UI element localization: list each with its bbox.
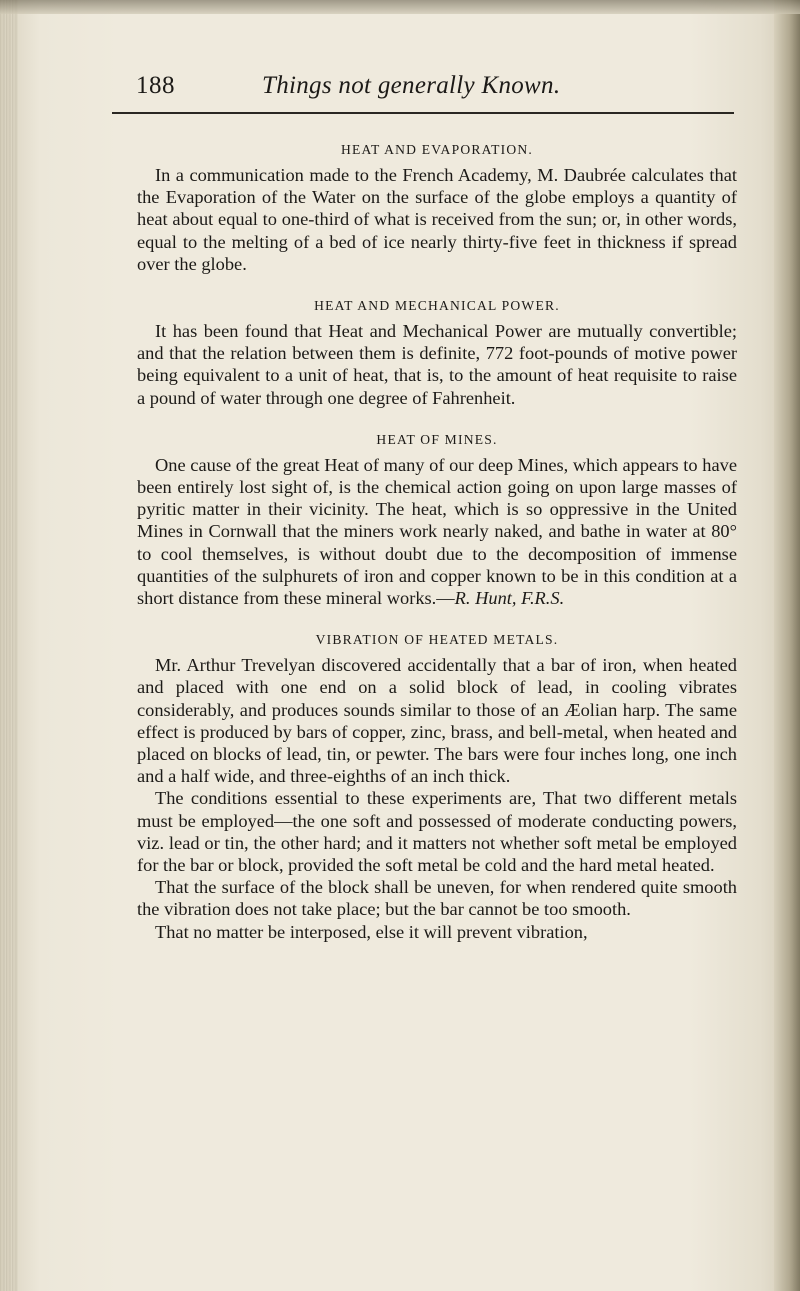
page-gutter-shadow (0, 0, 18, 1291)
section-heat-of-mines (137, 429, 737, 609)
section-heading: HEAT AND EVAPORATION. (341, 142, 533, 157)
section-heading: HEAT AND MECHANICAL POWER. (314, 298, 560, 314)
section-gap (137, 609, 737, 629)
running-title: Things not generally Known. (262, 72, 561, 99)
author-credit: R. Hunt, F.R.S. (454, 588, 565, 609)
section-vibration-of-heated-metals (137, 629, 737, 943)
paragraph: In a communication made to the French Academy, M. Daubrée calculates that the Evaporation of the Water on the surface of the globe employs a quantity of heat about equal to one-third of what is received from the sun; or, in other words, equal to the melting of a bed of ice nearly thirty-five feet in thickness if spread over the globe. (137, 165, 737, 274)
paragraph: Mr. Arthur Trevelyan discovered accidentally that a bar of iron, when heated and placed with one end on a solid block of lead, in cooling vibrates considerably, and produces sounds similar to those of an Æolian harp. The same effect is produced by bars of copper, zinc, brass, and bell-metal, when heated and placed on blocks of lead, tin, or pewter. The bars were four inches long, one inch and a half wide, and three-eighths of an inch thick. (137, 655, 737, 787)
paragraph: That the surface of the block shall be uneven, for when rendered quite smooth the vibration does not take place; but the bar cannot be too smooth. (137, 877, 737, 920)
section-gap (137, 275, 737, 295)
page-body (137, 139, 737, 943)
page-top-edge (0, 0, 800, 14)
section-heat-and-mechanical-power (137, 295, 737, 409)
paragraph: That no matter be interposed, else it will prevent vibration, (155, 921, 588, 942)
paragraph-text: One cause of the great Heat of many of our deep Mines, which appears to have been entirely lost sight of, is the chemical action going on upon large masses of pyritic matter in their vicinity. The heat, which is so oppressive in the United Mines in Cornwall that the miners work nearly naked, and bathe in water at 80° to cool themselves, is without doubt due to the decomposition of immense quantities of the sulphurets of iron and copper known to be in this condition at a short distance from these mineral works.— (137, 454, 737, 609)
page-number: 188 (136, 72, 175, 99)
page-header (112, 72, 742, 112)
section-heat-and-evaporation (137, 139, 737, 275)
paragraph: The conditions essential to these experiments are, That two different metals must be employed—the one soft and possessed of moderate conducting powers, viz. lead or tin, the other hard; and it matters not whether soft metal be employed for the bar or block, provided the soft metal be cold and the hard metal heated. (137, 788, 737, 876)
paragraph: It has been found that Heat and Mechanical Power are mutually convertible; and that the relation between them is definite, 772 foot-pounds of motive power being equivalent to a unit of heat, that is, to the amount of heat requisite to raise a pound of water through one degree of Fahrenheit. (137, 321, 737, 408)
section-heading: VIBRATION OF HEATED METALS. (315, 632, 559, 648)
section-gap (137, 409, 737, 429)
section-heading: HEAT OF MINES. (376, 431, 498, 447)
page-edge-shadow (774, 0, 800, 1291)
header-rule (112, 112, 734, 114)
paragraph (137, 454, 737, 609)
